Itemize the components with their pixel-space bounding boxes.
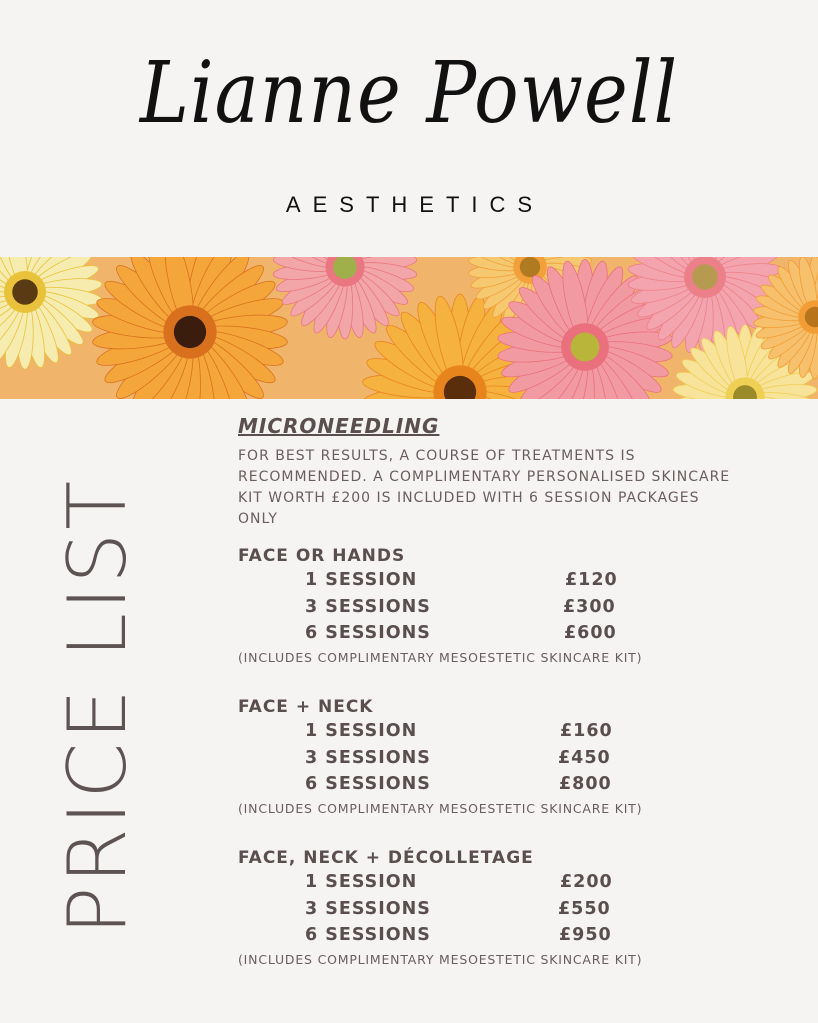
price-row [238, 744, 798, 771]
price-row [238, 593, 798, 620]
brand-subtitle: AESTHETICS [285, 192, 545, 217]
session-label: 6 SESSIONS [305, 925, 431, 945]
session-label: 3 SESSIONS [305, 596, 431, 617]
session-price: £300 [563, 596, 616, 617]
session-label: 6 SESSIONS [305, 623, 431, 643]
price-row [238, 717, 798, 744]
price-content [238, 410, 798, 530]
price-row [238, 895, 798, 922]
price-row [238, 770, 798, 797]
session-label: 3 SESSIONS [305, 898, 431, 919]
flower-banner-image [0, 257, 818, 399]
price-row [238, 619, 798, 646]
session-label: 1 SESSION [305, 721, 418, 741]
flower-icon [92, 257, 289, 399]
session-price: £450 [558, 747, 611, 768]
session-price: £800 [559, 774, 612, 794]
price-row [238, 868, 798, 895]
price-group [238, 546, 798, 665]
session-price: £600 [564, 623, 617, 643]
session-label: 3 SESSIONS [305, 747, 431, 768]
session-price: £120 [565, 570, 618, 590]
group-heading: FACE + NECK [238, 697, 374, 717]
session-price: £550 [558, 898, 611, 919]
session-price: £160 [560, 721, 613, 741]
section-title: MICRONEEDLING [238, 414, 440, 438]
session-price: £200 [560, 872, 613, 892]
group-heading: FACE, NECK + DÉCOLLETAGE [238, 848, 534, 868]
session-label: 1 SESSION [305, 570, 418, 590]
group-note: (INCLUDES COMPLIMENTARY MESOESTETIC SKINCARE KIT) [238, 649, 643, 665]
price-list-title: PRICE LIST [51, 477, 144, 935]
gerbera-flowers-illustration [0, 257, 818, 399]
group-note: (INCLUDES COMPLIMENTARY MESOESTETIC SKINCARE KIT) [238, 951, 643, 967]
brand-name: Lianne Powell [139, 43, 679, 143]
session-price: £950 [559, 925, 612, 945]
session-label: 1 SESSION [305, 872, 418, 892]
group-note: (INCLUDES COMPLIMENTARY MESOESTETIC SKINCARE KIT) [238, 800, 643, 816]
price-row [238, 566, 798, 593]
section-intro: FOR BEST RESULTS, A COURSE OF TREATMENTS IS RECOMMENDED. A COMPLIMENTARY PERSONALISED SKINCARE KIT WORTH £200 IS INCLUDED WITH 6 SESSION PACKAGES ONLY [238, 448, 731, 527]
brand-logo [0, 0, 818, 250]
price-row [238, 921, 798, 948]
price-group [238, 697, 798, 816]
session-label: 6 SESSIONS [305, 774, 431, 794]
group-heading: FACE OR HANDS [238, 546, 406, 566]
price-group [238, 848, 798, 967]
